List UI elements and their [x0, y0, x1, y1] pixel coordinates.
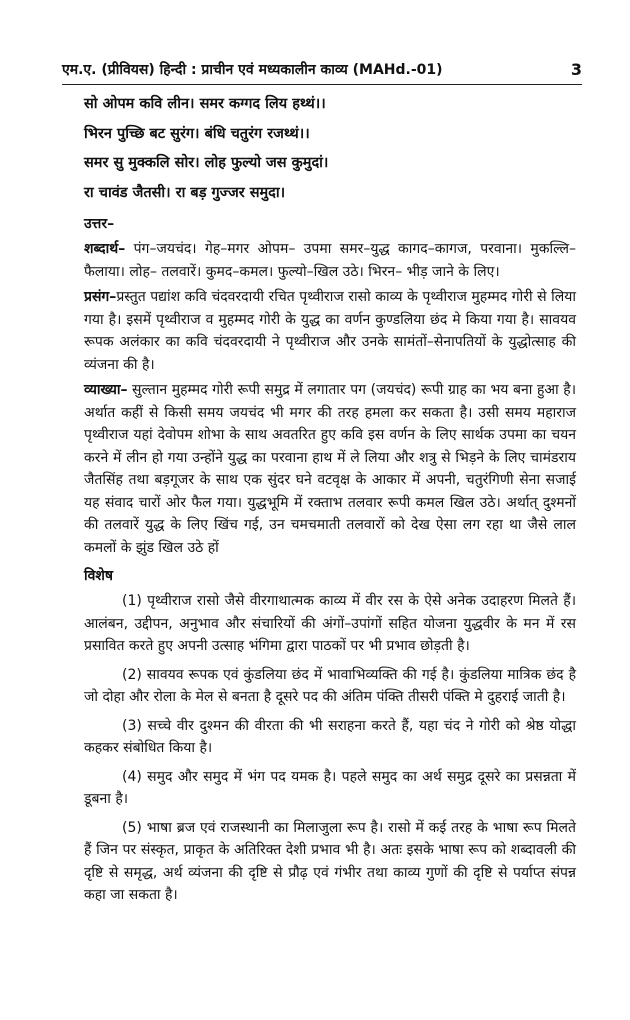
answer-heading: उत्तर–	[84, 216, 115, 232]
header-title: एम.ए. (प्रीवियस) हिन्दी : प्राचीन एवं मध्यकालीन काव्य (MAHd.-01)	[62, 62, 443, 78]
vyakhya-text: सुल्तान मुहम्मद गोरी रूपी समुद्र में लगातार पग (जयचंद) रूपी ग्राह का भय बना हुआ है। अर्थात कहीं से किसी समय जयचंद भी मगर की तरह हमला कर सकता है। उसी समय महाराज पृथ्वीराज यहां देवोपम शोभा के साथ अवतरित हुए कवि इस वर्णन के लिए सार्थक उपमा का चयन करने में लीन हो गया उन्होंने युद्ध का परवाना हाथ में ले लिया और शत्रु से भिड़ने के लिए चामंडराय जैतसिंह तथा बड़गूजर के साथ एक सुंदर घने वटवृक्ष के आकार में अपनी, चतुरंगिणी सेना सजाई यह संवाद चारों ओर फैल गया। युद्धभूमि में रक्ताभ तलवार रूपी कमल खिल उठे। अर्थात् दुश्मनों की तलवारें युद्ध के लिए खिंच गई, उन चमचमाती तलवारों को देख ऐसा लग रहा था जैसे लाल कमलों के झुंड खिल उठे हों	[84, 382, 576, 556]
shabdarth-label: शब्दार्थ–	[84, 241, 126, 257]
note-item: (5) भाषा ब्रज एवं राजस्थानी का मिलाजुला रूप है। रासो में कई तरह के भाषा रूप मिलते हैं जिन पर संस्कृत, प्राकृत के अतिरिक्त देशी प्रभाव भी है। अतः इसके भाषा रूप को शब्दावली की दृष्टि से समृद्ध, अर्थ व्यंजना की दृष्टि से प्रौढ़ एवं गंभीर तथा काव्य गुणों की दृष्टि से पर्याप्त संपन्न कहा जा सकता है।	[84, 819, 576, 903]
page-body	[84, 90, 576, 913]
prasang-paragraph	[84, 286, 576, 376]
running-header	[62, 60, 582, 85]
note-item: (3) सच्चे वीर दुश्मन की वीरता की भी सराहना करते हैं, यहा चंद ने गोरी को श्रेष्ठ योद्धा कहकर संबोधित किया है।	[84, 717, 576, 756]
note-item: (1) पृथ्वीराज रासो जैसे वीरगाथात्मक काव्य में वीर रस के ऐसे अनेक उदाहरण मिलते हैं। आलंबन, उद्दीपन, अनुभाव और संचारियों की अंगों–उपांगों सहित योजना युद्धवीर के मन में रस प्रसावित करते हुए अपनी उत्साह भंगिमा द्वारा पाठकों पर भी प्रभाव छोड़ती है।	[84, 593, 576, 654]
verse-line: भिरन पुच्छि बट सुरंग। बंधि चतुरंग रजथ्थं।।	[84, 125, 310, 142]
shabdarth-text: पंग–जयचंद। गेह–मगर ओपम– उपमा समर–युद्ध कागद–कागज, परवाना। मुकल्लि– फैलाया। लोह– तलवारें। कुमद–कमल। फुल्यो–खिल उठे। भिरन– भीड़ जाने के लिए।	[84, 241, 576, 280]
prasang-text: प्रस्तुत पद्यांश कवि चंदवरदायी रचित पृथ्वीराज रासो काव्य के पृथ्वीराज मुहम्मद गोरी से लिया गया है। इसमें पृथ्वीराज व मुहम्मद गोरी के युद्ध का वर्णन कुण्डलिया छंद मे किया गया है। सावयव रूपक अलंकार का कवि चंदवरदायी ने पृथ्वीराज और उनके सामंतों–सेनापतियों के युद्धोत्साह की व्यंजना की है।	[84, 289, 576, 373]
verse-line: रा चावंड जैतसी। रा बड़ गुज्जर समुदा।	[84, 184, 286, 201]
note-item: (2) सावयव रूपक एवं कुंडलिया छंद में भावाभिव्यक्ति की गई है। कुंडलिया मात्रिक छंद है जो दोहा और रोला के मेल से बनता है दूसरे पद की अंतिम पंक्ति तीसरी पंक्ति मे दुहराई जाती है।	[84, 666, 576, 705]
vyakhya-paragraph	[84, 379, 576, 559]
shabdarth-paragraph	[84, 238, 576, 283]
prasang-label: प्रसंग–	[84, 289, 117, 305]
vishesh-heading: विशेष	[84, 568, 114, 584]
verse-line: समर सु मुक्कलि सोर। लोह फुल्यो जस कुमुदां।	[84, 155, 329, 171]
page-number: 3	[570, 60, 582, 79]
vyakhya-label: व्याख्या–	[84, 382, 128, 398]
verse-line: सो ओपम कवि लीन। समर कग्गद लिय हथ्थं।।	[84, 96, 326, 112]
note-item: (4) समुद और समुद में भंग पद यमक है। पहले समुद का अर्थ समुद्र दूसरे का प्रसन्नता में डूबना है।	[84, 768, 576, 807]
